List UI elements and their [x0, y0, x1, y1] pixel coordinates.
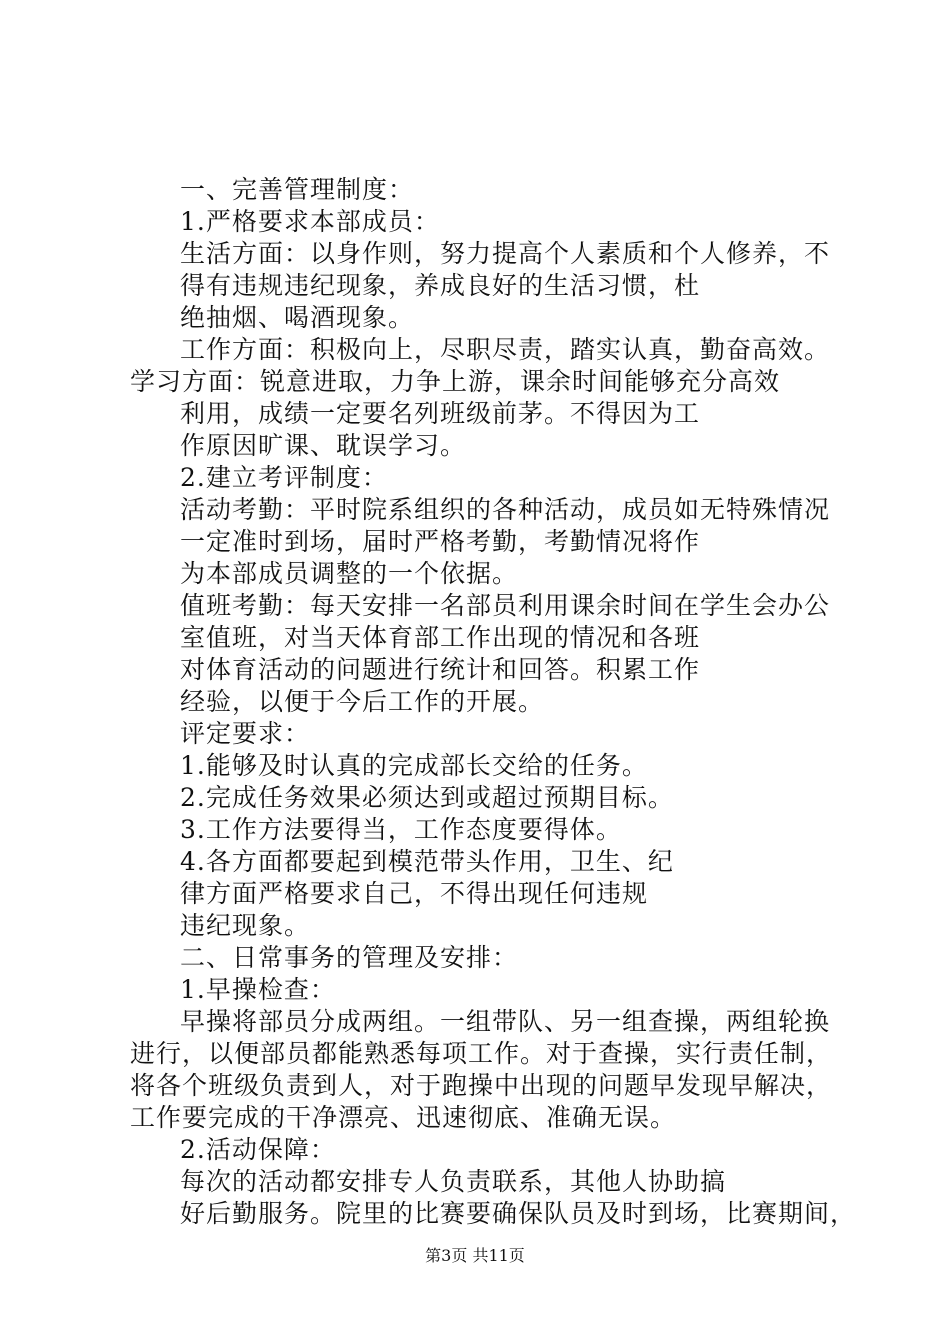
text-line: 律方面严格要求自己，不得出现任何违规 [180, 879, 649, 908]
page-footer [0, 1246, 950, 1266]
text-line: 1.能够及时认真的完成部长交给的任务。 [180, 751, 648, 780]
text-line: 评定要求： [180, 719, 311, 748]
text-line: 学习方面：锐意进取，力争上游，课余时间能够充分高效 [130, 367, 781, 396]
text-line: 2.活动保障： [180, 1135, 336, 1164]
text-line: 1.严格要求本部成员： [180, 207, 440, 236]
text-line: 工作要完成的干净漂亮、迅速彻底、准确无误。 [130, 1103, 677, 1132]
text-line: 对体育活动的问题进行统计和回答。积累工作 [180, 655, 701, 684]
text-line: 得有违规违纪现象，养成良好的生活习惯，杜 [180, 271, 701, 300]
text-line: 2.建立考评制度： [180, 463, 388, 492]
text-line: 绝抽烟、喝酒现象。 [180, 303, 415, 332]
text-line: 3.工作方法要得当，工作态度要得体。 [180, 815, 622, 844]
text-line: 二、日常事务的管理及安排： [180, 943, 519, 972]
text-line: 室值班，对当天体育部工作出现的情况和各班 [180, 623, 701, 652]
text-line: 4.各方面都要起到模范带头作用，卫生、纪 [180, 847, 674, 876]
text-line: 将各个班级负责到人，对于跑操中出现的问题早发现早解决， [130, 1071, 833, 1100]
text-line: 违纪现象。 [180, 911, 311, 940]
text-line: 利用，成绩一定要名列班级前茅。不得因为工 [180, 399, 701, 428]
text-line: 1.早操检查： [180, 975, 336, 1004]
text-line: 活动考勤：平时院系组织的各种活动，成员如无特殊情况 [180, 495, 831, 524]
text-line: 每次的活动都安排专人负责联系，其他人协助搞 [180, 1167, 727, 1196]
text-line: 生活方面：以身作则，努力提高个人素质和个人修养，不 [180, 239, 831, 268]
text-line: 一定准时到场，届时严格考勤，考勤情况将作 [180, 527, 701, 556]
text-line: 经验，以便于今后工作的开展。 [180, 687, 545, 716]
page-number: 第3页 共11页 [425, 1246, 525, 1265]
text-line: 早操将部员分成两组。一组带队、另一组查操，两组轮换 [180, 1007, 831, 1036]
text-line: 为本部成员调整的一个依据。 [180, 559, 519, 588]
text-line: 作原因旷课、耽误学习。 [180, 431, 467, 460]
text-line: 好后勤服务。院里的比赛要确保队员及时到场，比赛期间， [180, 1199, 857, 1228]
text-line: 一、完善管理制度： [180, 175, 415, 204]
text-line: 2.完成任务效果必须达到或超过预期目标。 [180, 783, 674, 812]
text-line: 值班考勤：每天安排一名部员利用课余时间在学生会办公 [180, 591, 831, 620]
text-line: 工作方面：积极向上，尽职尽责，踏实认真，勤奋高效。 [180, 335, 831, 364]
text-line: 进行，以便部员都能熟悉每项工作。对于查操，实行责任制， [130, 1039, 833, 1068]
